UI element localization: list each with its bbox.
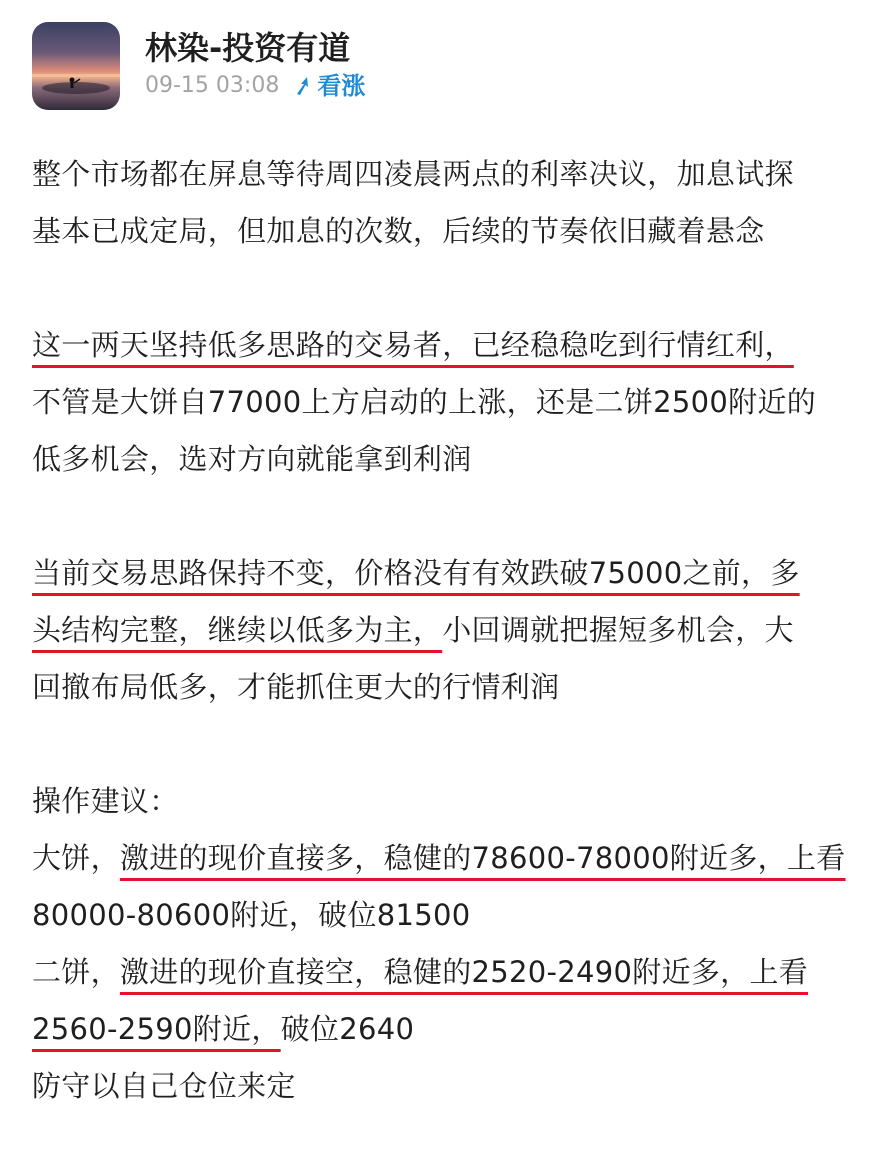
highlighted-text: 激进的现价直接空，稳健的2520-2490附近多，上看 bbox=[119, 955, 809, 989]
eth-label: 二饼， bbox=[32, 955, 120, 989]
sunset-avatar-image bbox=[32, 22, 120, 110]
paragraph-operation-advice bbox=[32, 774, 862, 1116]
post-timestamp: 09-15 03:08 bbox=[145, 73, 280, 98]
text-line: 基本已成定局，但加息的次数，后续的节奏依旧藏着悬念 bbox=[32, 214, 765, 248]
highlighted-text: 激进的现价直接多，稳健的78600-78000附近多，上看 bbox=[119, 841, 846, 875]
author-avatar[interactable] bbox=[32, 22, 120, 110]
text-line bbox=[32, 546, 862, 603]
ops-title: 操作建议： bbox=[32, 784, 179, 818]
text-line: 不管是大饼自77000上方启动的上涨，还是二饼2500附近的 bbox=[32, 385, 817, 419]
eth-target-line bbox=[32, 1002, 862, 1059]
highlighted-text: 当前交易思路保持不变，价格没有有效跌破75000之前，多 bbox=[32, 556, 800, 590]
btc-label: 大饼， bbox=[32, 841, 120, 875]
plain-text: 破位2640 bbox=[280, 1012, 415, 1046]
bullish-tag[interactable] bbox=[293, 72, 365, 100]
defense-line: 防守以自己仓位来定 bbox=[32, 1069, 296, 1103]
post-header bbox=[32, 22, 852, 112]
paragraph-strategy bbox=[32, 546, 862, 717]
eth-advice-line bbox=[32, 945, 862, 1002]
highlighted-text: 头结构完整，继续以低多为主， bbox=[32, 613, 443, 647]
highlighted-text: 2560-2590附近， bbox=[32, 1012, 281, 1046]
bullish-label: 看涨 bbox=[317, 72, 366, 100]
text-line: 整个市场都在屏息等待周四凌晨两点的利率决议，加息试探 bbox=[32, 157, 794, 191]
text-line: 回撤布局低多，才能抓住更大的行情利润 bbox=[32, 670, 560, 704]
text-line: 低多机会，选对方向就能拿到利润 bbox=[32, 442, 472, 476]
btc-target-line: 80000-80600附近，破位81500 bbox=[32, 898, 471, 932]
btc-advice-line bbox=[32, 831, 862, 888]
plain-text: 小回调就把握短多机会，大 bbox=[442, 613, 794, 647]
author-name[interactable]: 林染-投资有道 bbox=[145, 29, 351, 67]
text-line bbox=[32, 603, 862, 660]
text-line bbox=[32, 318, 862, 375]
paragraph-low-long-profit bbox=[32, 318, 862, 489]
arrow-up-right-icon bbox=[293, 74, 313, 98]
post-meta bbox=[145, 72, 365, 100]
highlighted-text: 这一两天坚持低多思路的交易者，已经稳稳吃到行情红利， bbox=[32, 328, 794, 362]
paragraph-market-wait bbox=[32, 147, 862, 261]
post-body bbox=[32, 147, 862, 1173]
